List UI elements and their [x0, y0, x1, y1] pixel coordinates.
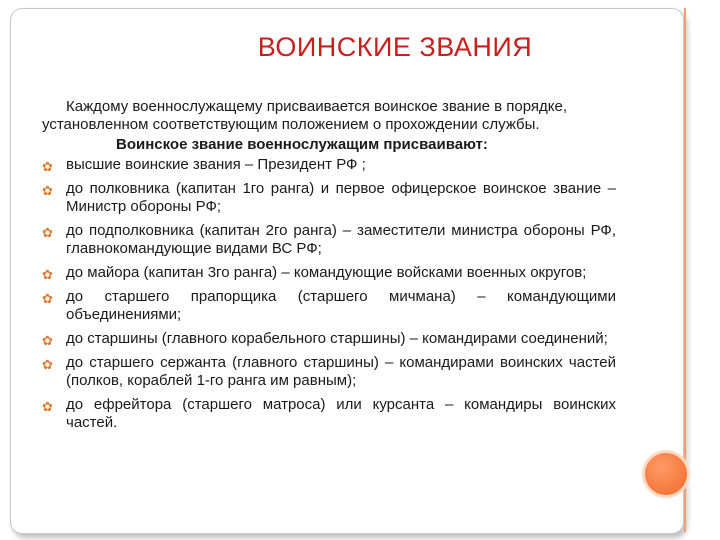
sun-flower-icon: ✿ [42, 291, 53, 306]
list-item-text: до подполковника (капитан 2го ранга) – заместители министра обороны РФ, главнокомандующие видами ВС РФ; [66, 222, 616, 257]
list-item-text: до полковника (капитан 1го ранга) и первое офицерское воинское звание – Министр обороны РФ; [66, 180, 616, 215]
sun-flower-icon: ✿ [42, 225, 53, 240]
rank-list [42, 156, 616, 432]
list-item-text: высшие воинские звания – Президент РФ ; [66, 156, 366, 173]
list-item-text: до ефрейтора (старшего матроса) или курсанта – командиры воинских частей. [66, 396, 616, 431]
list-item [42, 288, 616, 324]
list-item [42, 222, 616, 258]
list-item-text: до старшины (главного корабельного старшины) – командирами соединений; [66, 330, 608, 347]
list-item-text: до старшего сержанта (главного старшины) – командирами воинских частей (полков, кораблей 1-го ранга им равным); [66, 354, 616, 389]
list-heading: Воинское звание военнослужащим присваивают: [116, 136, 488, 153]
list-item-text: до старшего прапорщика (старшего мичмана) – командующими объединениями; [66, 288, 616, 323]
list-item-text: до майора (капитан 3го ранга) – командующие войсками военных округов; [66, 264, 587, 281]
list-item [42, 156, 616, 174]
page-title: ВОИНСКИЕ ЗВАНИЯ [257, 32, 533, 62]
list-item [42, 354, 616, 390]
list-item [42, 180, 616, 216]
side-accent-line [684, 8, 686, 532]
sun-flower-icon: ✿ [42, 267, 53, 282]
accent-circle-icon [642, 450, 690, 498]
list-item [42, 264, 616, 282]
sun-flower-icon: ✿ [42, 183, 53, 198]
sun-flower-icon: ✿ [42, 159, 53, 174]
list-item [42, 396, 616, 432]
sun-flower-icon: ✿ [42, 333, 53, 348]
intro-paragraph: Каждому военнослужащему присваивается воинское звание в порядке, установленном соответствующим положением о прохождении службы. [42, 98, 568, 133]
sun-flower-icon: ✿ [42, 399, 53, 414]
sun-flower-icon: ✿ [42, 357, 53, 372]
slide-content [42, 98, 616, 438]
list-item [42, 330, 616, 348]
